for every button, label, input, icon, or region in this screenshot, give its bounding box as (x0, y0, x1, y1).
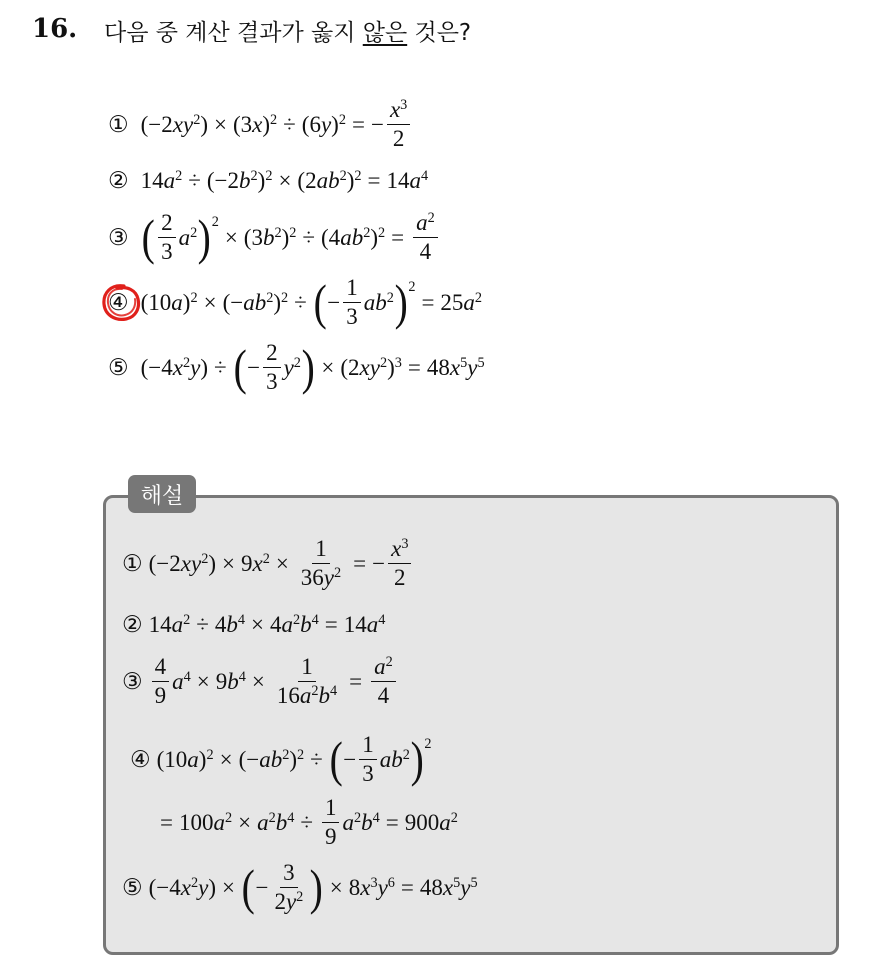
question-number: 16. (32, 14, 78, 44)
solution-label: 해설 (128, 475, 196, 513)
choice-marker: ⑤ (108, 354, 129, 380)
solution-line-2: ② $14a^2$ ÷ $4b^4$ × $4a^2b^4$ = $14a^4$ (122, 612, 386, 637)
solution-line-1: ① $(-2xy^2)$ × $9x^2$ × $\frac{1}{36y^2}$ = − $\frac{x^3}{2}$ (122, 536, 414, 592)
choice-marker: ② (108, 168, 129, 193)
choice-5[interactable]: ⑤ $(-4x^2y)$ ÷ ( − $\frac{2}{3}$ $y^2$ ) × $(2xy^2)^3$ = $48x^5y^5$ (108, 340, 485, 396)
solution-line-4-continued: = $100a^2$ × $a^2b^4$ ÷ $\frac{1}{9}$ $a^2b^4$ = $900a^2$ (160, 795, 458, 850)
solution-line-4: ④ $(10a)^2$ × $(-ab^2)^2$ ÷ ( − $\frac{1}{3}$ $ab^2$ ) 2 (130, 732, 432, 788)
answer-circle-mark (100, 282, 142, 324)
choice-2[interactable]: ② $14a^2$ ÷ $(-2b^2)^2$ × $(2ab^2)^2$ = $14a^4$ (108, 168, 429, 193)
solution-marker: ④ (130, 746, 151, 772)
question-text (104, 14, 471, 47)
choice-4[interactable]: ④ $(10a)^2$ × $(-ab^2)^2$ ÷ ( − $\frac{1}{3}$ $ab^2$ ) 2 = $25a^2$ (108, 275, 483, 331)
solution-line-5: ⑤ $(-4x^2y)$ × ( − $\frac{3}{2y^2}$ ) × $8x^3y^6$ = $48x^5y^5$ (122, 860, 478, 916)
solution-marker: ⑤ (122, 874, 143, 900)
solution-line-3: ③ $\frac{4}{9}$ $a^4$ × $9b^4$ × $\frac{1}{16a^2b^4}$ = $\frac{a^2}{4}$ (122, 654, 399, 710)
question-text-underlined: 않은 (362, 20, 408, 46)
question-text-after: 것은? (407, 20, 472, 46)
question-text-before: 다음 중 계산 결과가 옳지 (104, 20, 363, 46)
solution-marker: ① (122, 550, 143, 576)
choice-1[interactable]: ① $(-2xy^2)$ × $(3x)^2$ ÷ $(6y)^2$ = − $\frac{x^3}{2}$ (108, 97, 413, 153)
solution-marker: ② (122, 612, 143, 637)
solution-marker: ③ (122, 668, 143, 694)
choice-3[interactable]: ③ ( $\frac{2}{3}$ $a^2$ ) 2 × $(3b^2)^2$ ÷ $(4ab^2)^2$ = $\frac{a^2}{4}$ (108, 210, 441, 266)
choice-marker: ③ (108, 224, 129, 250)
choice-marker: ④ (108, 289, 129, 315)
choice-marker: ① (108, 111, 129, 137)
